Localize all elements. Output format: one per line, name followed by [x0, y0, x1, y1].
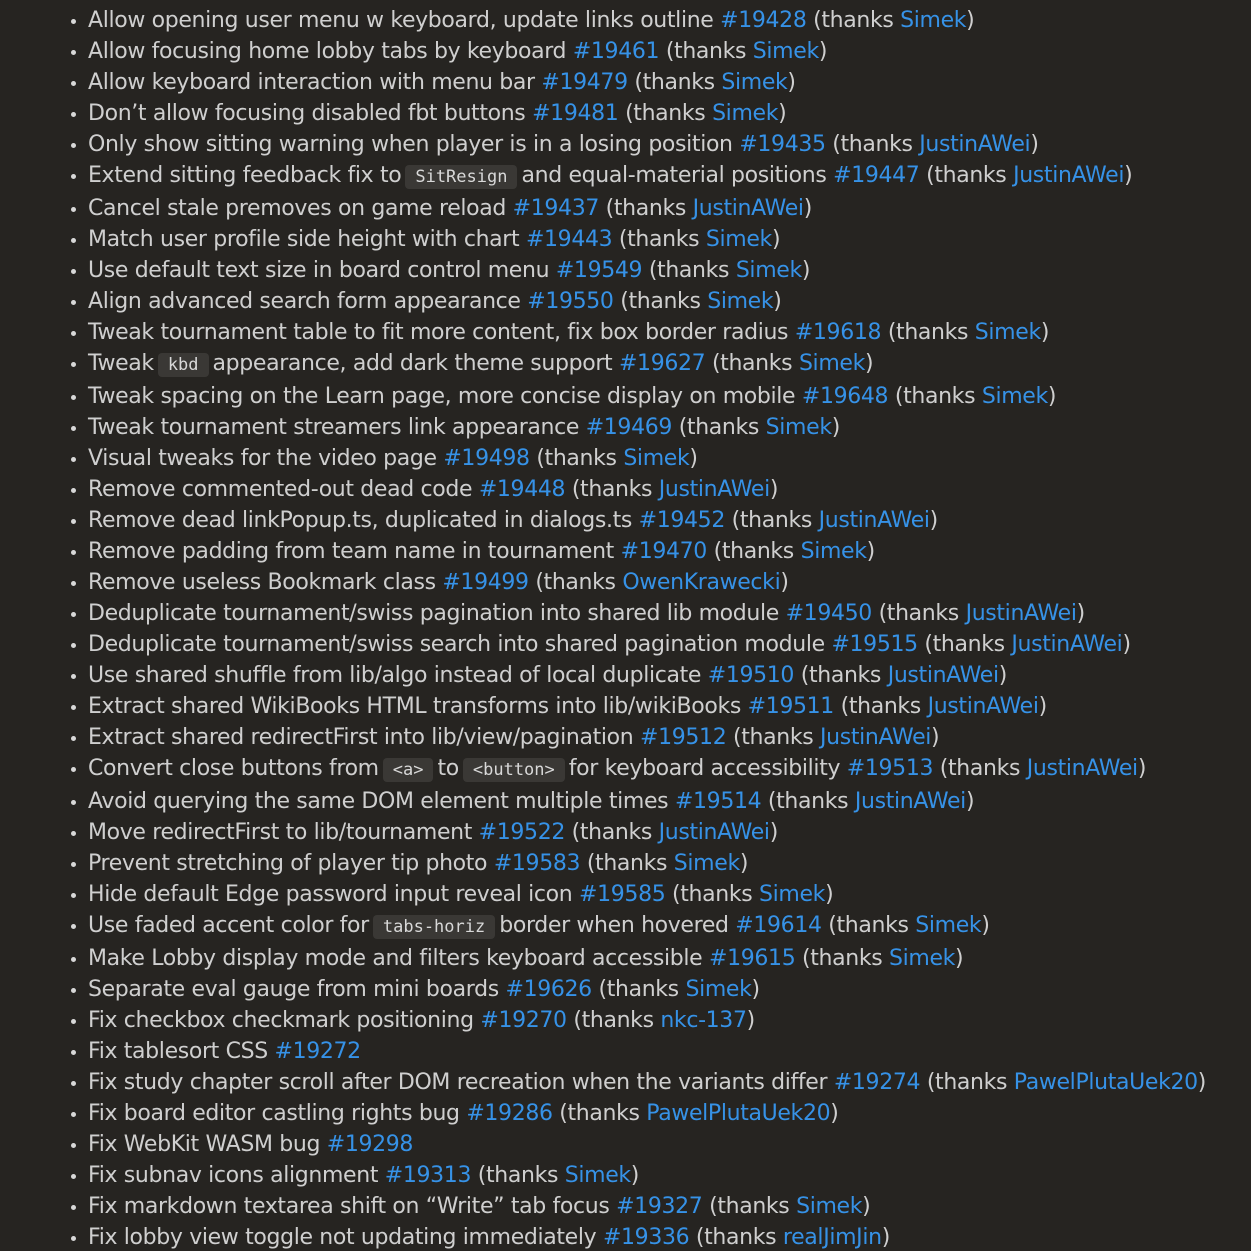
thanks-label: (thanks	[828, 913, 916, 938]
thanks-label: (thanks	[695, 1225, 783, 1250]
changelog-entry	[88, 443, 1251, 474]
changelog-entry	[88, 474, 1251, 505]
pull-request-link[interactable]: #19583	[493, 851, 581, 876]
pull-request-link[interactable]: #19626	[505, 977, 592, 1002]
changelog-entry	[88, 691, 1251, 722]
entry-description: Match user profile side height with chart	[88, 227, 520, 252]
thanks-close: )	[787, 70, 796, 95]
pull-request-link[interactable]: #19511	[747, 694, 834, 719]
contributor-link[interactable]: JustinAWei	[1026, 756, 1138, 781]
contributor-link[interactable]: Simek	[765, 415, 832, 440]
inline-code: kbd	[158, 353, 209, 377]
entry-description: to	[437, 756, 459, 781]
thanks-label: (thanks	[605, 196, 693, 221]
thanks-label: (thanks	[878, 601, 966, 626]
contributor-link[interactable]: JustinAWei	[692, 196, 804, 221]
entry-description: Tweak tournament table to fit more content, fix box border radius	[88, 320, 789, 345]
thanks-label: (thanks	[713, 539, 801, 564]
thanks-close: )	[769, 820, 778, 845]
thanks-label: (thanks	[625, 101, 713, 126]
entry-description: Tweak spacing on the Learn page, more concise display on mobile	[88, 384, 796, 409]
changelog-entry	[88, 1129, 1251, 1160]
changelog-entry	[88, 381, 1251, 412]
inline-code: <a>	[383, 758, 434, 782]
thanks-label: (thanks	[620, 289, 708, 314]
contributor-link[interactable]: Simek	[800, 539, 867, 564]
thanks-label: (thanks	[573, 1008, 661, 1033]
changelog-entry	[88, 348, 1251, 381]
pull-request-link[interactable]: #19428	[720, 8, 807, 33]
thanks-close: )	[929, 508, 938, 533]
entry-description: Separate eval gauge from mini boards	[88, 977, 499, 1002]
thanks-label: (thanks	[634, 70, 722, 95]
thanks-label: (thanks	[767, 789, 855, 814]
changelog-entry	[88, 817, 1251, 848]
contributor-link[interactable]: Simek	[707, 289, 774, 314]
changelog-entry	[88, 753, 1251, 786]
pull-request-link[interactable]: #19298	[326, 1132, 414, 1157]
entry-description: Align advanced search form appearance	[88, 289, 521, 314]
entry-description: and equal-material positions	[521, 163, 827, 188]
thanks-close: )	[981, 913, 990, 938]
contributor-link[interactable]: JustinAWei	[1011, 632, 1123, 657]
pull-request-link[interactable]: #19522	[478, 820, 565, 845]
entry-description: Fix checkbox checkmark positioning	[88, 1008, 474, 1033]
contributor-link[interactable]: Simek	[900, 8, 967, 33]
changelog-entry	[88, 536, 1251, 567]
changelog-entry	[88, 286, 1251, 317]
contributor-link[interactable]: JustinAWei	[854, 789, 966, 814]
thanks-label: (thanks	[559, 1101, 647, 1126]
thanks-close: )	[801, 258, 811, 283]
thanks-close: )	[630, 1163, 640, 1188]
thanks-label: (thanks	[536, 446, 624, 471]
changelog-entry	[88, 722, 1251, 753]
changelog-entry	[88, 1098, 1251, 1129]
entry-description: appearance, add dark theme support	[212, 351, 613, 376]
changelog-entry	[88, 660, 1251, 691]
changelog-entry	[88, 786, 1251, 817]
thanks-label: (thanks	[832, 132, 920, 157]
thanks-close: )	[998, 663, 1007, 688]
pull-request-link[interactable]: #19648	[801, 384, 889, 409]
contributor-link[interactable]: JustinAWei	[658, 820, 770, 845]
changelog-entry	[88, 505, 1251, 536]
entry-description: Deduplicate tournament/swiss pagination into shared lib module	[88, 601, 779, 626]
entry-description: Make Lobby display mode and filters keyboard accessible	[88, 946, 703, 971]
changelog-entry	[88, 943, 1251, 974]
changelog-entry	[88, 974, 1251, 1005]
thanks-close: )	[818, 39, 828, 64]
inline-code: tabs-horiz	[373, 915, 495, 939]
entry-description: Remove useless Bookmark class	[88, 570, 436, 595]
pull-request-link[interactable]: #19270	[480, 1008, 567, 1033]
contributor-link[interactable]: Simek	[915, 913, 982, 938]
contributor-link[interactable]: Simek	[796, 1194, 863, 1219]
entry-description: Prevent stretching of player tip photo	[88, 851, 488, 876]
changelog-entry	[88, 193, 1251, 224]
contributor-link[interactable]: JustinAWei	[887, 663, 999, 688]
thanks-close: )	[769, 477, 779, 502]
entry-description: Allow focusing home lobby tabs by keyboard	[88, 39, 567, 64]
inline-code: SitResign	[405, 165, 517, 189]
pull-request-link[interactable]: #19627	[618, 351, 706, 376]
changelog-entry	[88, 160, 1251, 193]
entry-description: Fix study chapter scroll after DOM recreation when the variants differ	[88, 1070, 828, 1095]
thanks-label: (thanks	[648, 258, 736, 283]
pull-request-link[interactable]: #19510	[707, 663, 795, 688]
thanks-close: )	[780, 570, 789, 595]
changelog-entry	[88, 412, 1251, 443]
entry-description: Don’t allow focusing disabled fbt buttons	[88, 101, 526, 126]
entry-description: for keyboard accessibility	[568, 756, 841, 781]
changelog-entry	[88, 255, 1251, 286]
changelog-entry	[88, 1191, 1251, 1222]
pull-request-link[interactable]: #19450	[785, 601, 872, 626]
pull-request-link[interactable]: #19499	[442, 570, 529, 595]
pull-request-link[interactable]: #19435	[739, 132, 826, 157]
contributor-link[interactable]: JustinAWei	[965, 601, 1077, 626]
thanks-close: )	[771, 227, 781, 252]
entry-description: Tweak	[88, 351, 154, 376]
changelog-entry	[88, 848, 1251, 879]
pull-request-link[interactable]: #19313	[384, 1163, 472, 1188]
pull-request-link[interactable]: #19514	[674, 789, 762, 814]
changelog-entry	[88, 629, 1251, 660]
thanks-label: (thanks	[926, 163, 1014, 188]
thanks-close: )	[746, 1008, 755, 1033]
thanks-label: (thanks	[709, 1194, 797, 1219]
contributor-link[interactable]: Simek	[981, 384, 1048, 409]
pull-request-link[interactable]: #19550	[527, 289, 614, 314]
thanks-close: )	[1122, 632, 1131, 657]
changelog-entry	[88, 910, 1251, 943]
contributor-link[interactable]: Simek	[623, 446, 690, 471]
thanks-close: )	[803, 196, 812, 221]
entry-description: Tweak tournament streamers link appearance	[88, 415, 580, 440]
thanks-close: )	[773, 289, 782, 314]
pull-request-link[interactable]: #19469	[585, 415, 673, 440]
pull-request-link[interactable]: #19615	[709, 946, 796, 971]
entry-description: Remove commented-out dead code	[88, 477, 473, 502]
changelog-entry	[88, 567, 1251, 598]
entry-description: Use faded accent color for	[88, 913, 369, 938]
thanks-label: (thanks	[887, 320, 975, 345]
entry-description: Visual tweaks for the video page	[88, 446, 437, 471]
pull-request-link[interactable]: #19614	[735, 913, 822, 938]
thanks-label: (thanks	[711, 351, 799, 376]
contributor-link[interactable]: Simek	[759, 882, 826, 907]
changelog-entry	[88, 129, 1251, 160]
thanks-label: (thanks	[731, 508, 819, 533]
thanks-label: (thanks	[802, 946, 889, 971]
thanks-close: )	[864, 351, 874, 376]
contributor-link[interactable]: JustinAWei	[818, 508, 930, 533]
thanks-close: )	[965, 789, 975, 814]
thanks-close: )	[955, 946, 964, 971]
pull-request-link[interactable]: #19286	[466, 1101, 553, 1126]
contributor-link[interactable]: JustinAWei	[658, 477, 770, 502]
contributor-link[interactable]: Simek	[721, 70, 788, 95]
pull-request-link[interactable]: #19549	[555, 258, 643, 283]
contributor-link[interactable]: JustinAWei	[1013, 163, 1125, 188]
changelog-entry	[88, 1036, 1251, 1067]
thanks-label: (thanks	[926, 1070, 1014, 1095]
contributor-link[interactable]: OwenKrawecki	[622, 570, 781, 595]
entry-description: Fix lobby view toggle not updating immediately	[88, 1225, 597, 1250]
pull-request-link[interactable]: #19512	[640, 725, 727, 750]
entry-description: Remove padding from team name in tournament	[88, 539, 614, 564]
entry-description: Convert close buttons from	[88, 756, 379, 781]
entry-description: Fix subnav icons alignment	[88, 1163, 379, 1188]
entry-description: Avoid querying the same DOM element multiple times	[88, 789, 669, 814]
pull-request-link[interactable]: #19437	[512, 196, 599, 221]
thanks-close: )	[1047, 384, 1057, 409]
contributor-link[interactable]: Simek	[889, 946, 956, 971]
thanks-label: (thanks	[665, 39, 753, 64]
changelog-entry	[88, 1222, 1251, 1251]
entry-description: Cancel stale premoves on game reload	[88, 196, 507, 221]
pull-request-link[interactable]: #19327	[616, 1194, 703, 1219]
thanks-close: )	[862, 1194, 871, 1219]
entry-description: Allow keyboard interaction with menu bar	[88, 70, 535, 95]
thanks-label: (thanks	[800, 663, 888, 688]
thanks-close: )	[751, 977, 760, 1002]
thanks-close: )	[1040, 320, 1050, 345]
contributor-link[interactable]: Simek	[685, 977, 752, 1002]
thanks-close: )	[778, 101, 787, 126]
thanks-close: )	[1038, 694, 1047, 719]
changelog-entry	[88, 1005, 1251, 1036]
thanks-label: (thanks	[598, 977, 686, 1002]
thanks-label: (thanks	[678, 415, 766, 440]
inline-code: <button>	[463, 758, 565, 782]
thanks-close: )	[1197, 1070, 1206, 1095]
changelog-entry	[88, 1067, 1251, 1098]
contributor-link[interactable]: Simek	[752, 39, 819, 64]
contributor-link[interactable]: realJimJin	[782, 1225, 882, 1250]
thanks-close: )	[689, 446, 698, 471]
entry-description: Remove dead linkPopup.ts, duplicated in dialogs.ts	[88, 508, 632, 533]
thanks-close: )	[1137, 756, 1147, 781]
thanks-label: (thanks	[571, 820, 659, 845]
thanks-close: )	[830, 1101, 839, 1126]
entry-description: Extract shared redirectFirst into lib/view/pagination	[88, 725, 634, 750]
changelog-entry	[88, 598, 1251, 629]
thanks-label: (thanks	[571, 477, 659, 502]
changelog-entry	[88, 67, 1251, 98]
thanks-label: (thanks	[618, 227, 706, 252]
thanks-close: )	[739, 851, 749, 876]
contributor-link[interactable]: PawelPlutaUek20	[646, 1101, 831, 1126]
entry-description: Fix WebKit WASM bug	[88, 1132, 321, 1157]
changelog-entry	[88, 224, 1251, 255]
thanks-label: (thanks	[733, 725, 820, 750]
entry-description: Extract shared WikiBooks HTML transforms into lib/wikiBooks	[88, 694, 741, 719]
pull-request-link[interactable]: #19470	[620, 539, 707, 564]
entry-description: Only show sitting warning when player is in a losing position	[88, 132, 733, 157]
contributor-link[interactable]: Simek	[564, 1163, 631, 1188]
entry-description: Hide default Edge password input reveal icon	[88, 882, 573, 907]
entry-description: Deduplicate tournament/swiss search into shared pagination module	[88, 632, 825, 657]
thanks-label: (thanks	[840, 694, 928, 719]
pull-request-link[interactable]: #19447	[833, 163, 920, 188]
thanks-close: )	[931, 725, 940, 750]
pull-request-link[interactable]: #19452	[638, 508, 725, 533]
contributor-link[interactable]: Simek	[735, 258, 802, 283]
changelog-entry	[88, 1160, 1251, 1191]
thanks-label: (thanks	[924, 632, 1012, 657]
pull-request-link[interactable]: #19585	[579, 882, 666, 907]
pull-request-link[interactable]: #19272	[274, 1039, 361, 1064]
changelog-entry	[88, 36, 1251, 67]
contributor-link[interactable]: Simek	[705, 227, 772, 252]
entry-description: Fix board editor castling rights bug	[88, 1101, 460, 1126]
entry-description: Move redirectFirst to lib/tournament	[88, 820, 473, 845]
entry-description: Fix tablesort CSS	[88, 1039, 268, 1064]
thanks-label: (thanks	[813, 8, 901, 33]
pull-request-link[interactable]: #19461	[572, 39, 660, 64]
pull-request-link[interactable]: #19481	[532, 101, 619, 126]
contributor-link[interactable]: Simek	[798, 351, 865, 376]
pull-request-link[interactable]: #19479	[541, 70, 628, 95]
thanks-label: (thanks	[894, 384, 982, 409]
changelog-entry	[88, 317, 1251, 348]
contributor-link[interactable]: Simek	[712, 101, 779, 126]
entry-description: Fix markdown textarea shift on “Write” tab focus	[88, 1194, 610, 1219]
contributor-link[interactable]: Simek	[673, 851, 740, 876]
pull-request-link[interactable]: #19274	[833, 1070, 921, 1095]
thanks-label: (thanks	[939, 756, 1027, 781]
pull-request-link[interactable]: #19443	[525, 227, 613, 252]
thanks-label: (thanks	[672, 882, 760, 907]
changelog-entry	[88, 98, 1251, 129]
thanks-close: )	[881, 1225, 890, 1250]
contributor-link[interactable]: JustinAWei	[919, 132, 1031, 157]
contributor-link[interactable]: nkc-137	[660, 1008, 747, 1033]
entry-description: border when hovered	[499, 913, 729, 938]
pull-request-link[interactable]: #19448	[478, 477, 566, 502]
thanks-label: (thanks	[586, 851, 674, 876]
pull-request-link[interactable]: #19336	[602, 1225, 690, 1250]
entry-description: Extend sitting feedback fix to	[88, 163, 402, 188]
thanks-close: )	[825, 882, 834, 907]
thanks-close: )	[1030, 132, 1039, 157]
pull-request-link[interactable]: #19513	[846, 756, 934, 781]
changelog-entry	[88, 5, 1251, 36]
thanks-close: )	[1076, 601, 1085, 626]
entry-description: Allow opening user menu w keyboard, update links outline	[88, 8, 714, 33]
contributor-link[interactable]: Simek	[974, 320, 1041, 345]
changelog-entry	[88, 879, 1251, 910]
thanks-close: )	[831, 415, 840, 440]
thanks-close: )	[966, 8, 975, 33]
entry-description: Use default text size in board control menu	[88, 258, 550, 283]
thanks-label: (thanks	[477, 1163, 565, 1188]
pull-request-link[interactable]: #19618	[794, 320, 882, 345]
thanks-close: )	[1124, 163, 1133, 188]
contributor-link[interactable]: JustinAWei	[820, 725, 932, 750]
thanks-close: )	[866, 539, 875, 564]
pull-request-link[interactable]: #19515	[831, 632, 918, 657]
contributor-link[interactable]: PawelPlutaUek20	[1013, 1070, 1198, 1095]
contributor-link[interactable]: JustinAWei	[927, 694, 1039, 719]
thanks-label: (thanks	[535, 570, 623, 595]
pull-request-link[interactable]: #19498	[443, 446, 530, 471]
entry-description: Use shared shuffle from lib/algo instead of local duplicate	[88, 663, 702, 688]
